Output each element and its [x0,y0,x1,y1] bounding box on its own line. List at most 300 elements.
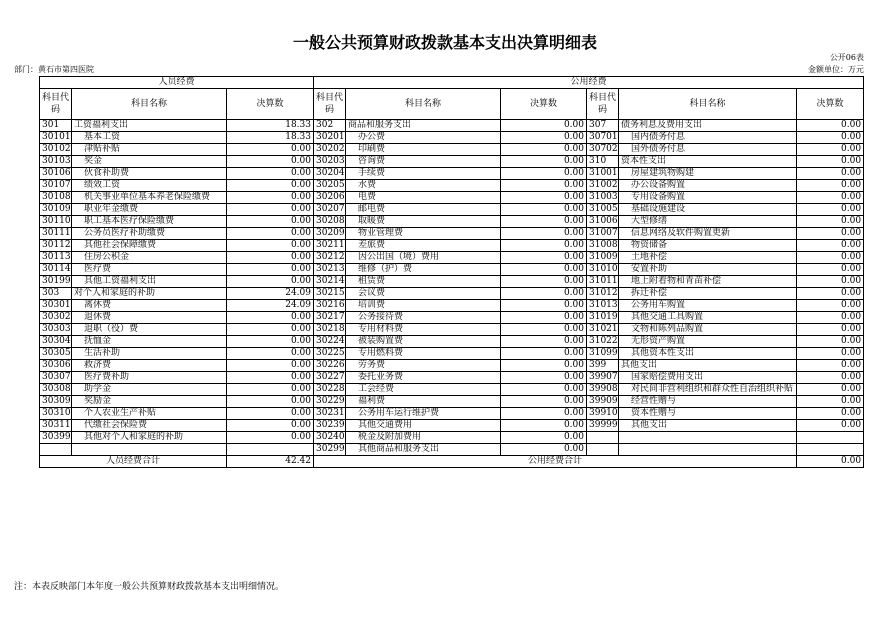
subject-name-cell: 手续费 [346,168,501,180]
table-row [40,264,864,276]
col-amount-header: 决算数 [501,89,587,120]
amount-cell: 0.00 [227,348,314,360]
amount-cell: 0.00 [797,360,864,372]
subject-name-cell: 被装购置费 [346,336,501,348]
amount-cell: 0.00 [501,120,587,132]
subject-name-cell: 安置补助 [619,264,797,276]
amount-cell: 24.09 [227,300,314,312]
amount-cell: 0.00 [797,312,864,324]
table-row [40,180,864,192]
subject-name-cell: 税金及附加费用 [346,432,501,444]
subject-name-cell: 专用设备购置 [619,192,797,204]
amount-cell: 0.00 [501,204,587,216]
amount-cell: 0.00 [501,168,587,180]
subject-code-cell: 31003 [587,192,619,204]
amount-cell: 0.00 [501,432,587,444]
subject-name-cell: 医疗费补助 [72,372,227,384]
subject-name-cell: 取暖费 [346,216,501,228]
table-row [40,252,864,264]
personnel-total-value: 42.42 [227,456,314,468]
subject-name-cell: 文物和陈列品购置 [619,324,797,336]
subject-code-cell: 30113 [40,252,72,264]
subject-name-cell: 机关事业单位基本养老保险缴费 [72,192,227,204]
subject-name-cell: 公务接待费 [346,312,501,324]
amount-cell: 0.00 [501,288,587,300]
amount-cell: 0.00 [227,252,314,264]
subject-code-cell: 31022 [587,336,619,348]
subject-code-cell: 30103 [40,156,72,168]
table-row [40,216,864,228]
subject-code-cell: 30309 [40,396,72,408]
subject-code-cell: 30228 [314,384,346,396]
subject-code-cell: 30207 [314,204,346,216]
subject-name-cell: 印刷费 [346,144,501,156]
amount-cell: 0.00 [797,288,864,300]
amount-cell: 0.00 [227,144,314,156]
subject-name-cell: 抚恤金 [72,336,227,348]
subject-code-cell: 399 [587,360,619,372]
subject-code-cell: 30102 [40,144,72,156]
amount-cell: 0.00 [797,144,864,156]
subject-code-cell: 31006 [587,216,619,228]
subject-name-cell: 退职（役）费 [72,324,227,336]
subject-code-cell: 30218 [314,324,346,336]
amount-cell: 0.00 [501,408,587,420]
amount-cell: 0.00 [227,312,314,324]
subject-code-cell: 30106 [40,168,72,180]
amount-cell: 0.00 [797,384,864,396]
subject-code-cell: 30209 [314,228,346,240]
subject-name-cell: 因公出国（境）费用 [346,252,501,264]
subject-code-cell: 39908 [587,384,619,396]
subject-name-cell: 其他工资福利支出 [72,276,227,288]
subject-code-cell: 30308 [40,384,72,396]
subject-name-cell: 助学金 [72,384,227,396]
subject-code-cell: 30206 [314,192,346,204]
public-total-value: 0.00 [797,456,864,468]
table-row [40,348,864,360]
amount-cell: 0.00 [501,240,587,252]
amount-cell: 18.33 [227,132,314,144]
amount-cell: 0.00 [797,348,864,360]
unit-label: 金额单位：万元 [808,65,864,74]
amount-cell: 0.00 [227,276,314,288]
subject-name-cell: 租赁费 [346,276,501,288]
subject-name-cell: 公务员医疗补助缴费 [72,228,227,240]
amount-cell: 0.00 [797,264,864,276]
subject-name-cell: 培训费 [346,300,501,312]
amount-cell: 0.00 [797,276,864,288]
amount-cell: 0.00 [797,204,864,216]
subject-code-cell: 31002 [587,180,619,192]
amount-cell: 0.00 [227,396,314,408]
table-row [40,120,864,132]
table-row [40,228,864,240]
subject-code-cell: 30310 [40,408,72,420]
subject-name-cell: 伙食补助费 [72,168,227,180]
subject-name-cell: 离休费 [72,300,227,312]
subject-name-cell: 救济费 [72,360,227,372]
amount-cell: 0.00 [797,180,864,192]
col-code-header: 科目代码 [40,89,72,120]
subject-code-cell: 31007 [587,228,619,240]
col-name-header: 科目名称 [619,89,797,120]
col-name-header: 科目名称 [346,89,501,120]
col-code-header: 科目代码 [314,89,346,120]
subject-code-cell: 30101 [40,132,72,144]
subject-name-cell: 电费 [346,192,501,204]
subject-code-cell: 30303 [40,324,72,336]
amount-cell [227,444,314,456]
subject-name-cell: 大型修缮 [619,216,797,228]
subject-name-cell: 邮电费 [346,204,501,216]
subject-code-cell [40,444,72,456]
subject-code-cell: 30224 [314,336,346,348]
amount-cell [797,444,864,456]
amount-cell: 0.00 [501,156,587,168]
subject-name-cell: 信息网络及软件购置更新 [619,228,797,240]
subject-name-cell: 对个人和家庭的补助 [72,288,227,300]
subject-code-cell: 30701 [587,132,619,144]
subject-name-cell: 物资储备 [619,240,797,252]
subject-name-cell: 基本工资 [72,132,227,144]
amount-cell: 0.00 [501,144,587,156]
subject-name-cell: 房屋建筑物购建 [619,168,797,180]
amount-cell: 0.00 [797,192,864,204]
table-row [40,372,864,384]
subject-code-cell: 31011 [587,276,619,288]
table-row [40,420,864,432]
subject-name-cell: 其他支出 [619,420,797,432]
subject-name-cell: 土地补偿 [619,252,797,264]
subject-code-cell: 31021 [587,324,619,336]
table-row [40,144,864,156]
subject-name-cell: 经营性赠与 [619,396,797,408]
subject-code-cell: 30112 [40,240,72,252]
subject-name-cell: 奖金 [72,156,227,168]
subject-code-cell: 30307 [40,372,72,384]
amount-cell: 0.00 [227,420,314,432]
subject-name-cell: 维修（护）费 [346,264,501,276]
subject-name-cell: 其他商品和服务支出 [346,444,501,456]
subject-name-cell: 商品和服务支出 [346,120,501,132]
amount-cell: 0.00 [227,192,314,204]
amount-cell: 0.00 [501,180,587,192]
subject-code-cell: 30305 [40,348,72,360]
subject-code-cell: 30212 [314,252,346,264]
subject-code-cell: 31019 [587,312,619,324]
subject-name-cell: 其他资本性支出 [619,348,797,360]
amount-cell: 0.00 [227,264,314,276]
subject-code-cell: 30225 [314,348,346,360]
subject-name-cell: 资本性赠与 [619,408,797,420]
col-code-header: 科目代码 [587,89,619,120]
amount-cell: 0.00 [501,132,587,144]
form-code: 公开06表 [829,53,864,62]
subject-name-cell: 奖励金 [72,396,227,408]
subject-name-cell: 委托业务费 [346,372,501,384]
subject-name-cell: 职工基本医疗保险缴费 [72,216,227,228]
amount-cell: 0.00 [797,156,864,168]
subject-code-cell [587,444,619,456]
department-label: 部门：黄石市第四医院 [14,65,94,74]
subject-code-cell: 30204 [314,168,346,180]
amount-cell: 0.00 [501,384,587,396]
subject-name-cell: 其他交通工具购置 [619,312,797,324]
subject-name-cell: 其他社会保障缴费 [72,240,227,252]
subject-code-cell: 30240 [314,432,346,444]
subject-code-cell: 30208 [314,216,346,228]
table-row [40,384,864,396]
table-row [40,444,864,456]
public-total-label: 公用经费合计 [314,456,797,468]
subject-code-cell: 30111 [40,228,72,240]
subject-name-cell: 工资福利支出 [72,120,227,132]
subject-name-cell: 绩效工资 [72,180,227,192]
subject-code-cell: 30114 [40,264,72,276]
amount-cell: 0.00 [501,312,587,324]
personnel-total-label: 人员经费合计 [40,456,227,468]
subject-code-cell: 30109 [40,204,72,216]
subject-code-cell: 31010 [587,264,619,276]
table-row [40,168,864,180]
subject-code-cell: 30110 [40,216,72,228]
subject-code-cell: 30231 [314,408,346,420]
table-row [40,324,864,336]
subject-name-cell: 个人农业生产补贴 [72,408,227,420]
subject-code-cell: 30306 [40,360,72,372]
subject-name-cell: 水费 [346,180,501,192]
subject-code-cell: 31008 [587,240,619,252]
amount-cell: 0.00 [797,252,864,264]
subject-code-cell: 31012 [587,288,619,300]
subject-name-cell: 办公费 [346,132,501,144]
subject-code-cell: 30216 [314,300,346,312]
footnote: 注：本表反映部门本年度一般公共预算财政拨款基本支出明细情况。 [14,582,285,592]
subject-name-cell: 物业管理费 [346,228,501,240]
table-row [40,360,864,372]
subject-code-cell: 30217 [314,312,346,324]
amount-cell: 0.00 [501,348,587,360]
amount-cell: 0.00 [227,360,314,372]
subject-code-cell [587,432,619,444]
subject-name-cell: 其他对个人和家庭的补助 [72,432,227,444]
subject-code-cell: 30301 [40,300,72,312]
amount-cell: 0.00 [797,336,864,348]
subject-name-cell: 办公设备购置 [619,180,797,192]
amount-cell: 0.00 [797,216,864,228]
subject-name-cell [619,444,797,456]
amount-cell: 0.00 [501,360,587,372]
col-name-header: 科目名称 [72,89,227,120]
amount-cell: 0.00 [227,432,314,444]
table-row [40,408,864,420]
subject-name-cell: 差旅费 [346,240,501,252]
subject-name-cell: 福利费 [346,396,501,408]
subject-name-cell: 咨询费 [346,156,501,168]
amount-cell: 0.00 [501,420,587,432]
table-row [40,300,864,312]
subject-name-cell: 资本性支出 [619,156,797,168]
subject-code-cell: 31009 [587,252,619,264]
subject-code-cell: 39907 [587,372,619,384]
subject-code-cell: 30214 [314,276,346,288]
amount-cell [797,432,864,444]
table-row [40,204,864,216]
amount-cell: 0.00 [501,396,587,408]
amount-cell: 0.00 [797,228,864,240]
subject-name-cell: 退休费 [72,312,227,324]
table-row [40,192,864,204]
amount-cell: 0.00 [227,336,314,348]
subject-code-cell: 30199 [40,276,72,288]
amount-cell: 18.33 [227,120,314,132]
page-title: 一般公共预算财政拨款基本支出决算明细表 [292,33,597,52]
subject-code-cell: 31005 [587,204,619,216]
amount-cell: 0.00 [501,444,587,456]
subject-code-cell: 30201 [314,132,346,144]
subject-name-cell: 国内债务付息 [619,132,797,144]
table-row [40,288,864,300]
subject-name-cell: 专用燃料费 [346,348,501,360]
amount-cell: 0.00 [227,372,314,384]
subject-code-cell: 30226 [314,360,346,372]
subject-code-cell: 30227 [314,372,346,384]
subject-name-cell: 对民间非营利组织和群众性自治组织补贴 [619,384,797,396]
table-row [40,432,864,444]
subject-name-cell: 国外债务付息 [619,144,797,156]
amount-cell: 0.00 [797,168,864,180]
subject-code-cell: 303 [40,288,72,300]
col-amount-header: 决算数 [797,89,864,120]
amount-cell: 0.00 [797,396,864,408]
subject-code-cell: 31013 [587,300,619,312]
table-row [40,240,864,252]
amount-cell: 0.00 [501,324,587,336]
col-amount-header: 决算数 [227,89,314,120]
amount-cell: 0.00 [501,276,587,288]
amount-cell: 0.00 [227,180,314,192]
subject-name-cell: 劳务费 [346,360,501,372]
table-row [40,396,864,408]
subject-name-cell: 代缴社会保险费 [72,420,227,432]
table-row [40,276,864,288]
subject-name-cell: 工会经费 [346,384,501,396]
subject-code-cell: 31099 [587,348,619,360]
subject-code-cell: 30205 [314,180,346,192]
amount-cell: 0.00 [227,408,314,420]
subject-code-cell: 30202 [314,144,346,156]
subject-code-cell: 30203 [314,156,346,168]
subject-name-cell: 地上附着物和青苗补偿 [619,276,797,288]
subject-code-cell: 30229 [314,396,346,408]
subject-code-cell: 31001 [587,168,619,180]
table-row [40,132,864,144]
amount-cell: 0.00 [227,240,314,252]
amount-cell: 0.00 [797,240,864,252]
subject-name-cell: 基础设施建设 [619,204,797,216]
subject-code-cell: 302 [314,120,346,132]
subject-name-cell: 其他交通费用 [346,420,501,432]
amount-cell: 0.00 [227,228,314,240]
subject-name-cell: 住房公积金 [72,252,227,264]
subject-name-cell [619,432,797,444]
amount-cell: 0.00 [797,132,864,144]
subject-code-cell: 30399 [40,432,72,444]
subject-code-cell: 39909 [587,396,619,408]
amount-cell: 0.00 [501,300,587,312]
subject-name-cell: 国家赔偿费用支出 [619,372,797,384]
table-row [40,156,864,168]
amount-cell: 0.00 [797,372,864,384]
amount-cell: 0.00 [797,408,864,420]
subject-code-cell: 301 [40,120,72,132]
subject-code-cell: 39910 [587,408,619,420]
amount-cell: 0.00 [501,252,587,264]
subject-code-cell: 30239 [314,420,346,432]
amount-cell: 0.00 [797,120,864,132]
subject-name-cell: 公务用车运行维护费 [346,408,501,420]
amount-cell: 0.00 [227,168,314,180]
subject-code-cell: 30107 [40,180,72,192]
subject-code-cell: 30304 [40,336,72,348]
subject-code-cell: 30302 [40,312,72,324]
personnel-header: 人员经费 [40,77,314,89]
amount-cell: 0.00 [501,264,587,276]
subject-name-cell: 医疗费 [72,264,227,276]
amount-cell: 0.00 [501,336,587,348]
subject-name-cell: 职业年金缴费 [72,204,227,216]
subject-name-cell [72,444,227,456]
totals-row [40,456,864,468]
amount-cell: 0.00 [501,192,587,204]
subject-name-cell: 其他支出 [619,360,797,372]
amount-cell: 0.00 [227,384,314,396]
amount-cell: 0.00 [227,156,314,168]
subject-name-cell: 拆迁补偿 [619,288,797,300]
subject-name-cell: 津贴补贴 [72,144,227,156]
amount-cell: 0.00 [501,372,587,384]
amount-cell: 0.00 [227,204,314,216]
subject-code-cell: 30299 [314,444,346,456]
table-row [40,312,864,324]
subject-name-cell: 会议费 [346,288,501,300]
amount-cell: 24.09 [227,288,314,300]
subject-name-cell: 债务利息及费用支出 [619,120,797,132]
amount-cell: 0.00 [227,324,314,336]
amount-cell: 0.00 [797,300,864,312]
expenditure-table [39,76,864,468]
subject-name-cell: 无形资产购置 [619,336,797,348]
subject-code-cell: 30108 [40,192,72,204]
amount-cell: 0.00 [501,216,587,228]
amount-cell: 0.00 [797,324,864,336]
subject-code-cell: 307 [587,120,619,132]
amount-cell: 0.00 [797,420,864,432]
subject-code-cell: 30211 [314,240,346,252]
subject-name-cell: 公务用车购置 [619,300,797,312]
subject-code-cell: 310 [587,156,619,168]
subject-code-cell: 39999 [587,420,619,432]
subject-code-cell: 30215 [314,288,346,300]
subject-name-cell: 专用材料费 [346,324,501,336]
subject-code-cell: 30702 [587,144,619,156]
amount-cell: 0.00 [501,228,587,240]
subject-code-cell: 30311 [40,420,72,432]
amount-cell: 0.00 [227,216,314,228]
table-row [40,336,864,348]
subject-name-cell: 生活补助 [72,348,227,360]
